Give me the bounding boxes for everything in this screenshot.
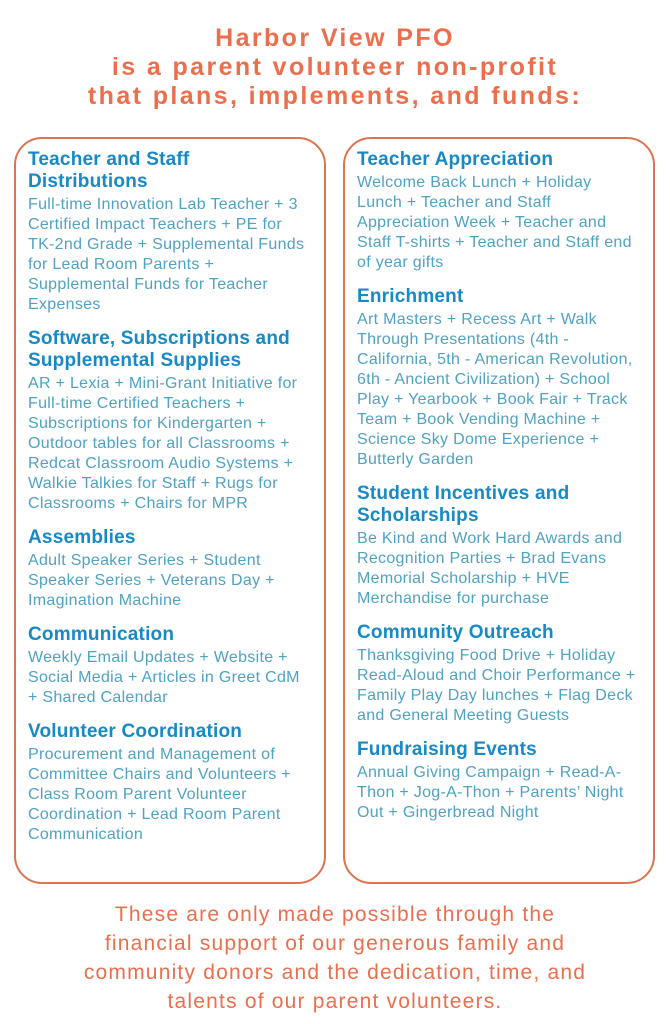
section-software-subscriptions-supplies xyxy=(28,328,309,514)
section-body: Full-time Innovation Lab Teacher + 3 Certified Impact Teachers + PE for TK-2nd Grade + Supplemental Funds for Lead Room Parents + Supplemental Funds for Teacher Expenses xyxy=(28,196,305,313)
section-body: Weekly Email Updates + Website + Social Media + Articles in Greet CdM + Shared Calendar xyxy=(28,649,300,706)
section-heading: Teacher and Staff Distributions xyxy=(28,149,190,192)
section-body: Annual Giving Campaign + Read-A-Thon + Jog-A-Thon + Parents’ Night Out + Gingerbread Night xyxy=(357,764,624,821)
section-body: Art Masters + Recess Art + Walk Through Presentations (4th - California, 5th - American Revolution, 6th - Ancient Civilization) + School Play + Yearbook + Book Fair + Track Team + Book Vending Machine + Science Sky Dome Experience + Butterly Garden xyxy=(357,311,633,468)
section-body: Welcome Back Lunch + Holiday Lunch + Teacher and Staff Appreciation Week + Teacher and Staff T-shirts + Teacher and Staff end of year gifts xyxy=(357,174,632,271)
section-enrichment xyxy=(357,286,638,470)
footer-note xyxy=(0,900,670,1016)
section-fundraising-events xyxy=(357,739,638,823)
footer-line-2: financial support of our generous family and xyxy=(104,932,566,955)
section-student-incentives-scholarships xyxy=(357,483,638,609)
section-heading: Assemblies xyxy=(28,527,136,548)
section-body: Be Kind and Work Hard Awards and Recognition Parties + Brad Evans Memorial Scholarship + HVE Merchandise for purchase xyxy=(357,530,623,607)
section-heading: Community Outreach xyxy=(357,622,554,643)
section-body: AR + Lexia + Mini-Grant Initiative for Full-time Certified Teachers + Subscriptions for Kindergarten + Outdoor tables for all Classrooms + Redcat Classroom Audio Systems + Walkie Talkies for Staff + Rugs for Classrooms + Chairs for MPR xyxy=(28,375,298,512)
section-assemblies xyxy=(28,527,309,611)
section-teacher-appreciation xyxy=(357,149,638,273)
footer-line-4: talents of our parent volunteers. xyxy=(167,990,503,1013)
page-title xyxy=(0,0,670,111)
section-body: Thanksgiving Food Drive + Holiday Read-Aloud and Choir Performance + Family Play Day lunches + Flag Deck and General Meeting Guests xyxy=(357,647,636,724)
section-heading: Volunteer Coordination xyxy=(28,721,243,742)
section-volunteer-coordination xyxy=(28,721,309,845)
title-line-1: Harbor View PFO xyxy=(215,24,455,52)
section-heading: Student Incentives and Scholarships xyxy=(357,483,570,526)
right-column-card xyxy=(343,137,655,884)
columns xyxy=(0,137,670,884)
footer-line-1: These are only made possible through the xyxy=(114,903,556,926)
section-heading: Communication xyxy=(28,624,175,645)
section-community-outreach xyxy=(357,622,638,726)
section-heading: Software, Subscriptions and Supplemental Supplies xyxy=(28,328,290,371)
title-line-2: is a parent volunteer non-profit xyxy=(111,53,559,81)
footer-line-3: community donors and the dedication, time, and xyxy=(83,961,587,984)
title-line-3: that plans, implements, and funds: xyxy=(87,82,583,110)
section-body: Adult Speaker Series + Student Speaker Series + Veterans Day + Imagination Machine xyxy=(28,552,275,609)
section-teacher-and-staff-distributions xyxy=(28,149,309,315)
section-heading: Teacher Appreciation xyxy=(357,149,554,170)
section-body: Procurement and Management of Committee Chairs and Volunteers + Class Room Parent Volunteer Coordination + Lead Room Parent Communication xyxy=(28,746,291,843)
left-column-card xyxy=(14,137,326,884)
section-communication xyxy=(28,624,309,708)
section-heading: Fundraising Events xyxy=(357,739,537,760)
section-heading: Enrichment xyxy=(357,286,464,307)
